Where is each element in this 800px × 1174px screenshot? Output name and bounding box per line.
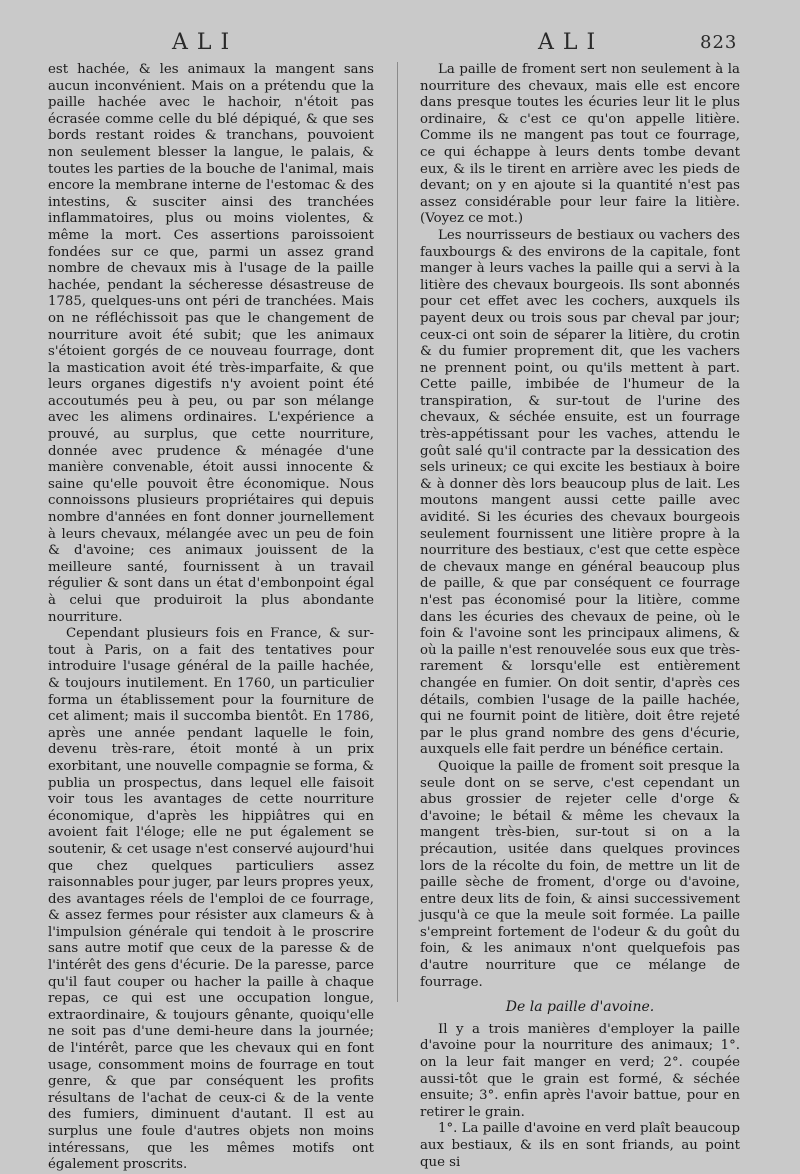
column-divider <box>397 62 398 1002</box>
right-column <box>420 62 740 1171</box>
page-number: 823 <box>700 32 738 53</box>
paragraph: La paille de froment sert non seulement à la nourriture des chevaux, mais elle est encore dans presque toutes les écuries leur lit le plus ordinaire, & c'est ce qu'on appelle litière. Comme ils ne mangent pas tout ce fourrage, ce qui échappe à leurs dents tombe devant eux, & ils le tirent en arrière avec les pieds de devant; on y en ajoute si la quantité n'est pas assez considérable pour leur faire la litière. (Voyez ce mot.) <box>420 62 740 227</box>
paragraph: Cependant plusieurs fois en France, & sur-tout à Paris, on a fait des tentatives pour introduire l'usage général de la paille hachée, & toujours inutilement. En 1760, un particulier forma un établissement pour la fourniture de cet aliment; mais il succomba bientôt. En 1786, après une année pendant laquelle le foin, devenu très-rare, étoit monté à un prix exorbitant, une nouvelle compagnie se forma, & publia un prospectus, dans lequel elle faisoit voir tous les avantages de cette nourriture économique, d'après les hippiâtres qui en avoient fait l'éloge; elle ne put également se soutenir, & cet usage n'est conservé aujourd'hui que chez quelques particuliers assez raisonnables pour juger, par leurs propres yeux, des avantages réels de l'emploi de ce fourrage, & assez fermes pour résister aux clameurs & à l'impulsion générale qui tendoit à le proscrire sans autre motif que ceux de la paresse & de l'intérêt des gens d'écurie. De la paresse, parce qu'il faut couper ou hacher la paille à chaque repas, ce qui est une occupation longue, extraordinaire, & toujours gênante, quoiqu'elle ne soit pas d'une demi-heure dans la journée; de l'intérêt, parce que les chevaux qui en font usage, consomment moins de fourrage en tout genre, & que par conséquent les profits résultans de l'achat de ceux-ci & de la vente des fumiers, diminuent d'autant. Il est au surplus une foule d'autres objets non moins intéressans, que les mêmes motifs ont également proscrits. <box>48 626 374 1173</box>
paragraph: Les nourrisseurs de bestiaux ou vachers des fauxbourgs & des environs de la capitale, font manger à leurs vaches la paille qui a servi à la litière des chevaux bourgeois. Ils sont abonnés pour cet effet avec les cochers, auxquels ils payent deux ou trois sous par cheval par jour; ceux-ci ont soin de séparer la litière, du crotin & du fumier proprement dit, que les vachers ne prennent point, ou qu'ils mettent à part. Cette paille, imbibée de l'humeur de la transpiration, & sur-tout de l'urine des chevaux, & séchée ensuite, est un fourrage très-appétissant pour les vaches, attendu le goût salé qu'il contracte par la dessication des sels urineux; ce qui excite les bestiaux à boire & à donner dès lors beaucoup plus de lait. Les moutons mangent aussi cette paille avec avidité. Si les écuries des chevaux bourgeois seulement fournissent une litière propre à la nourriture des bestiaux, c'est que cette espèce de chevaux mange en général beaucoup plus de paille, & que par conséquent ce fourrage n'est pas économisé pour la litière, comme dans les écuries des chevaux de peine, où le foin & l'avoine sont les principaux alimens, & où la paille n'est renouvelée sous eux que très-rarement & lorsqu'elle est entièrement changée en fumier. On doit sentir, d'après ces détails, combien l'usage de la paille hachée, qui ne fournit point de litière, doit être rejeté par le plus grand nombre des gens d'écurie, auxquels elle fait perdre un bénéfice certain. <box>420 227 740 758</box>
running-header-left: ALI <box>172 30 239 55</box>
running-header-right: ALI <box>538 30 605 55</box>
paragraph: Quoique la paille de froment soit presque la seule dont on se serve, c'est cependant un abus grossier de rejeter celle d'orge & d'avoine; le bétail & même les chevaux la mangent très-bien, sur-tout si on a la précaution, usitée dans quelques provinces lors de la récolte du foin, de mettre un lit de paille sèche de froment, d'orge ou d'avoine, entre deux lits de foin, & ainsi successivement jusqu'à ce que la meule soit formée. La paille s'empreint fortement de l'odeur & du goût du foin, & les animaux n'ont quelquefois pas d'autre nourriture que ce mélange de fourrage. <box>420 758 740 990</box>
section-subheading: De la paille d'avoine. <box>505 999 655 1016</box>
paragraph: est hachée, & les animaux la mangent sans aucun inconvénient. Mais on a prétendu que la paille hachée avec le hachoir, n'étoit pas écrasée comme celle du blé dépiqué, & que ses bords restant roides & tranchans, pouvoient non seulement blesser la langue, le palais, & toutes les parties de la bouche de l'animal, mais encore la membrane interne de l'estomac & des intestins, & susciter ainsi des tranchées inflammatoires, plus ou moins violentes, & même la mort. Ces assertions paroissoient fondées sur ce que, parmi un assez grand nombre de chevaux mis à l'usage de la paille hachée, pendant la sécheresse désastreuse de 1785, quelques-uns ont péri de tranchées. Mais on ne réfléchissoit pas que le changement de nourriture avoit été subit; que les animaux s'étoient gorgés de ce nouveau fourrage, dont la mastication avoit été très-imparfaite, & que leurs organes digestifs n'y avoient point été accoutumés peu à peu, ou par son mélange avec les alimens ordinaires. L'expérience a prouvé, au surplus, que cette nourriture, donnée avec prudence & ménagée d'une manière convenable, étoit aussi innocente & saine qu'elle pouvoit être économique. Nous connoissons plusieurs propriétaires qui depuis nombre d'années en font donner journellement à leurs chevaux, mélangée avec un peu de foin & d'avoine; ces animaux jouissent de la meilleure santé, fournissent à un travail régulier & sont dans un état d'embonpoint égal à celui que produiroit la plus abondante nourriture. <box>48 62 374 625</box>
paragraph: 1°. La paille d'avoine en verd plaît beaucoup aux bestiaux, & ils en sont friands, au point que si <box>420 1121 740 1170</box>
left-column <box>48 62 374 1174</box>
paragraph: Il y a trois manières d'employer la paille d'avoine pour la nourriture des animaux; 1°. on la leur fait manger en verd; 2°. coupée aussi-tôt que le grain est formé, & séchée ensuite; 3°. enfin après l'avoir battue, pour en retirer le grain. <box>420 1021 740 1120</box>
